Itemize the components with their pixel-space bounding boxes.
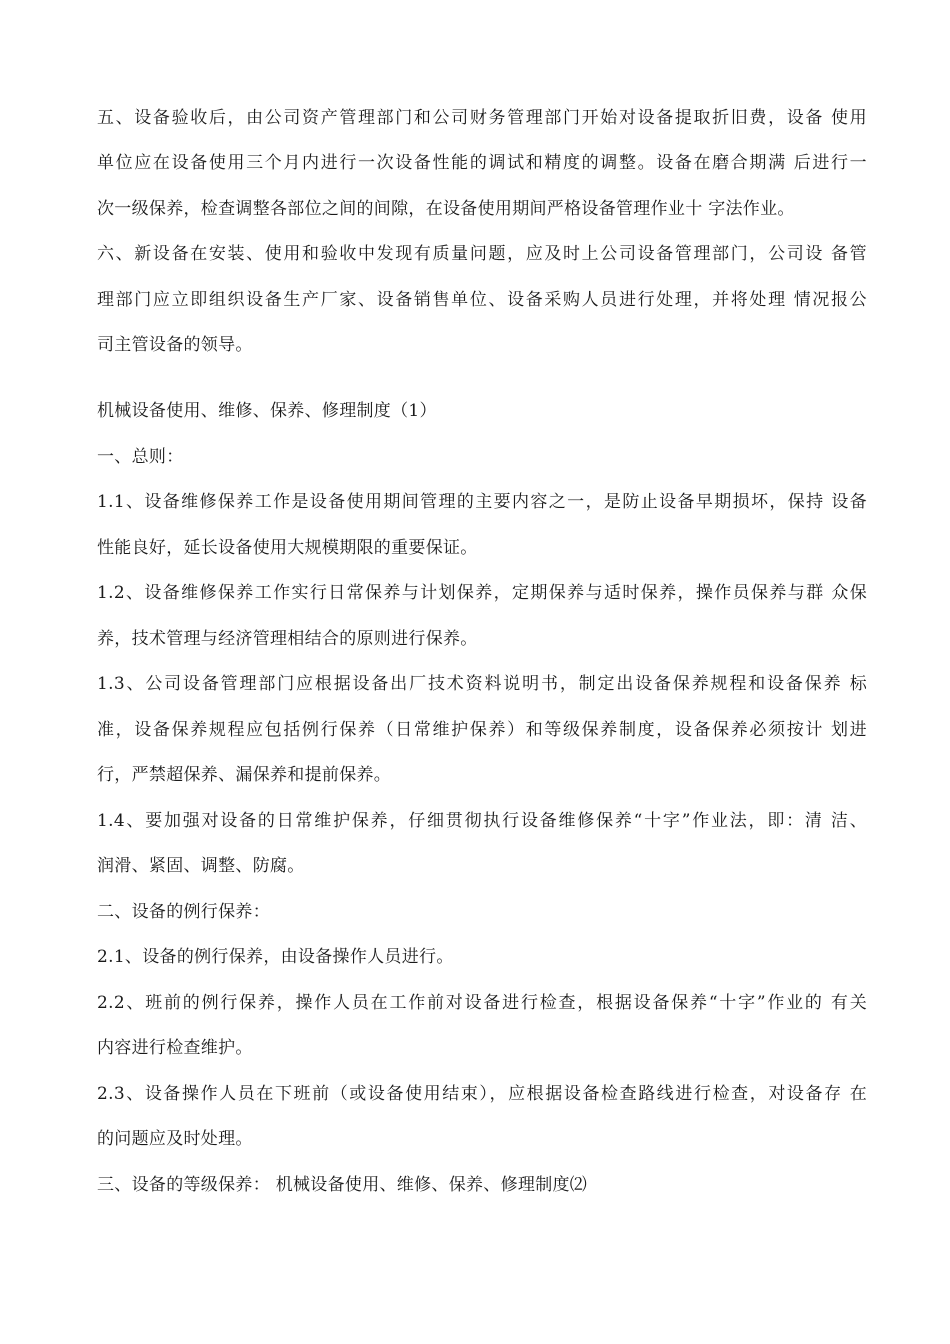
section-heading: 二、设备的例行保养： — [97, 902, 270, 922]
section-heading: 三、设备的等级保养： 机械设备使用、维修、保养、修理制度⑵ — [97, 1175, 588, 1195]
paragraph-line: 养，技术管理与经济管理相结合的原则进行保养。 — [97, 629, 478, 649]
paragraph-line: 性能良好，延长设备使用大规模期限的重要保证。 — [97, 538, 478, 558]
paragraph-line: 司主管设备的领导。 — [97, 335, 253, 355]
paragraph-line: 准，设备保养规程应包括例行保养（日常维护保养）和等级保养制度，设备保养必须按计 划进 — [97, 720, 867, 740]
section-heading: 一、总则： — [97, 447, 184, 467]
section-heading: 机械设备使用、维修、保养、修理制度（1） — [97, 401, 437, 421]
paragraph-line: 润滑、紧固、调整、防腐。 — [97, 856, 305, 876]
paragraph-line: 的问题应及时处理。 — [97, 1129, 253, 1149]
paragraph-line: 行，严禁超保养、漏保养和提前保养。 — [97, 765, 392, 785]
paragraph-line: 2.1、设备的例行保养，由设备操作人员进行。 — [97, 947, 454, 967]
paragraph-line: 1.4、要加强对设备的日常维护保养，仔细贯彻执行设备维修保养“十字”作业法，即：清 洁、 — [97, 811, 867, 831]
paragraph-line: 1.3、公司设备管理部门应根据设备出厂技术资料说明书，制定出设备保养规程和设备保养 标 — [97, 674, 867, 694]
paragraph-line: 六、新设备在安装、使用和验收中发现有质量问题，应及时上公司设备管理部门，公司设 备管 — [97, 244, 867, 264]
paragraph-line: 理部门应立即组织设备生产厂家、设备销售单位、设备采购人员进行处理，并将处理 情况报公 — [97, 290, 867, 310]
paragraph-line: 1.1、设备维修保养工作是设备使用期间管理的主要内容之一，是防止设备早期损坏，保持 设备 — [97, 492, 867, 512]
paragraph-line: 1.2、设备维修保养工作实行日常保养与计划保养，定期保养与适时保养，操作员保养与群 众保 — [97, 583, 867, 603]
paragraph-line: 内容进行检查维护。 — [97, 1038, 253, 1058]
paragraph-line: 五、设备验收后，由公司资产管理部门和公司财务管理部门开始对设备提取折旧费，设备 使用 — [97, 108, 867, 128]
paragraph-line: 2.3、设备操作人员在下班前（或设备使用结束），应根据设备检查路线进行检查，对设备存 在 — [97, 1084, 867, 1104]
paragraph-line: 次一级保养，检查调整各部位之间的间隙，在设备使用期间严格设备管理作业十 字法作业。 — [97, 199, 795, 219]
paragraph-line: 2.2、班前的例行保养，操作人员在工作前对设备进行检查，根据设备保养“十字”作业的 有关 — [97, 993, 867, 1013]
paragraph-line: 单位应在设备使用三个月内进行一次设备性能的调试和精度的调整。设备在磨合期满 后进行一 — [97, 153, 867, 173]
